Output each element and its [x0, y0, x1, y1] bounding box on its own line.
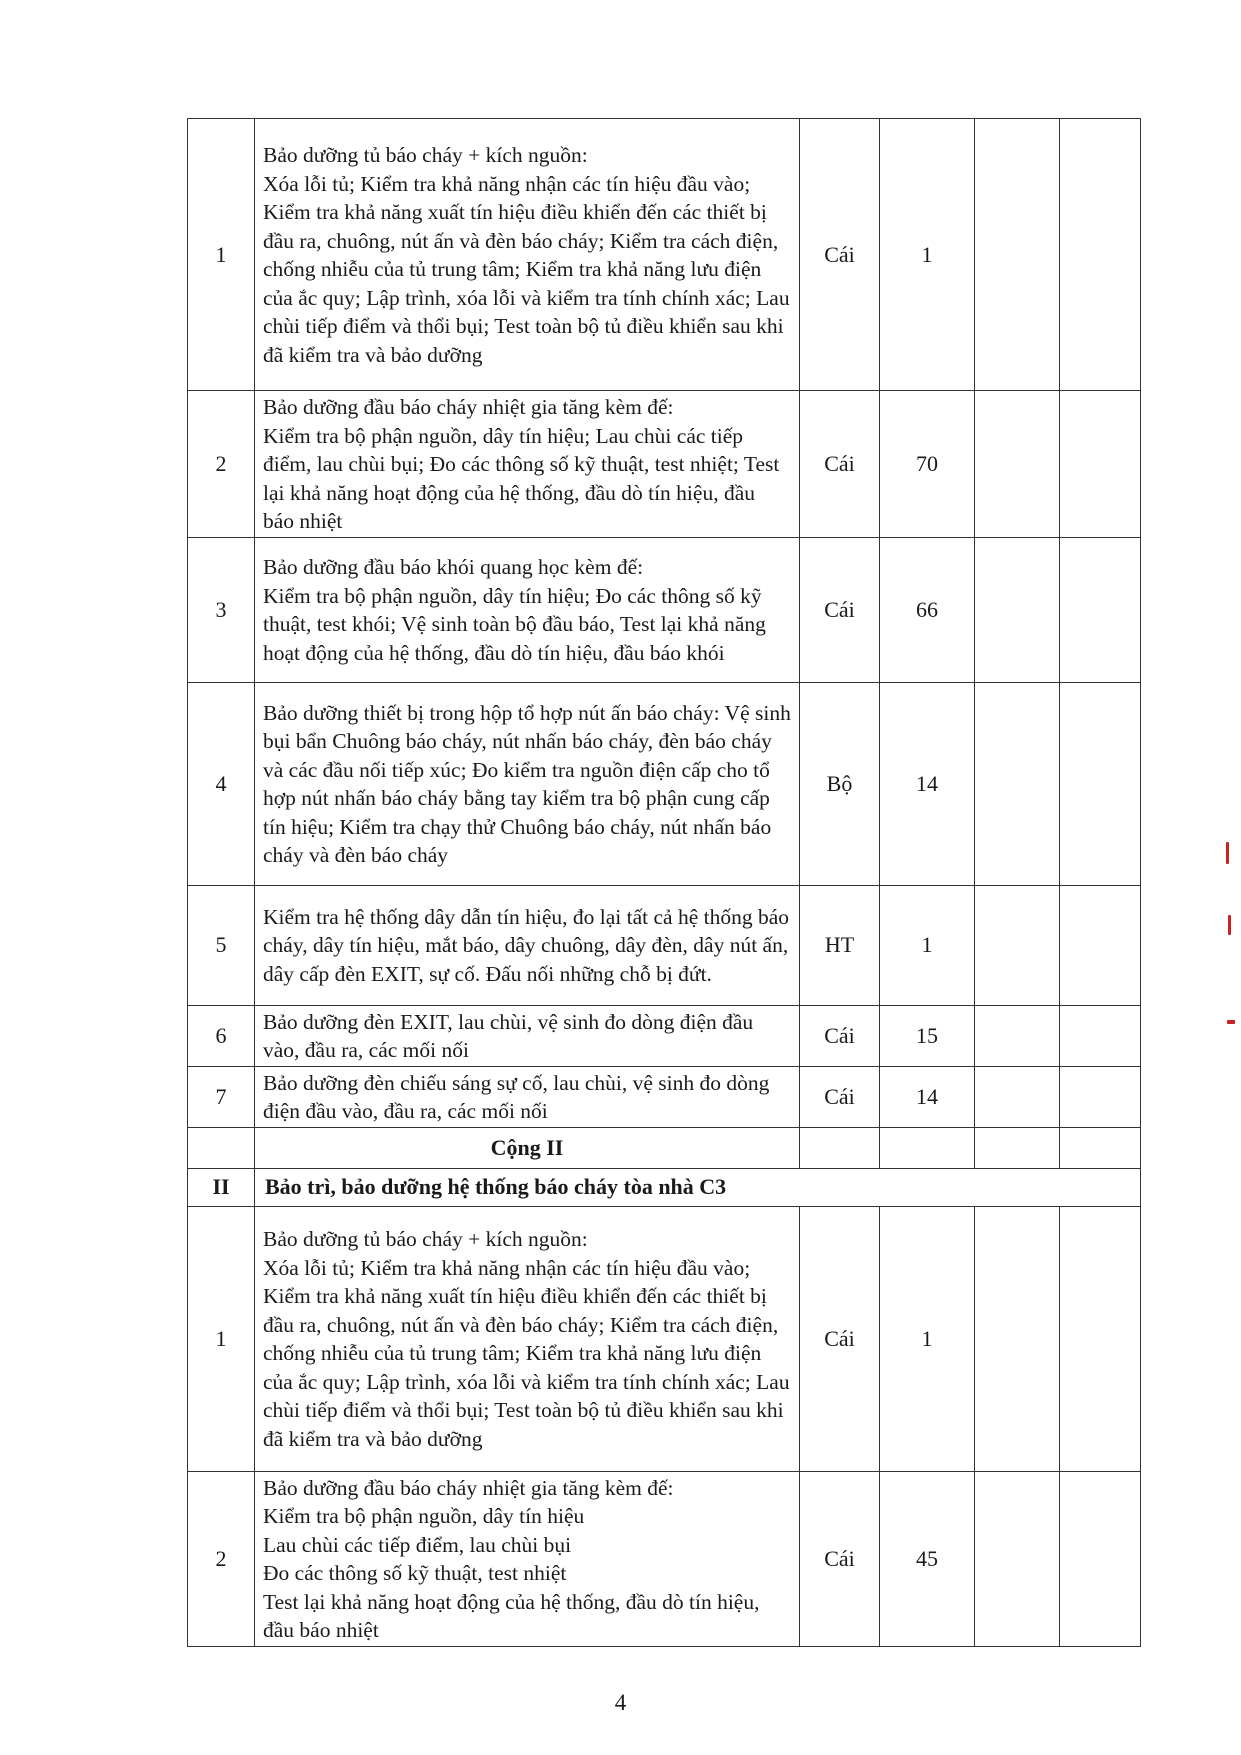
row-number: 1	[188, 1206, 255, 1471]
table-row	[188, 682, 1141, 885]
maintenance-table	[187, 118, 1141, 1647]
empty-cell	[1060, 391, 1141, 538]
empty-cell	[975, 1066, 1060, 1127]
empty-cell	[1060, 1206, 1141, 1471]
empty-cell	[800, 1127, 880, 1168]
row-unit: Cái	[800, 1066, 880, 1127]
row-quantity: 70	[880, 391, 975, 538]
empty-cell	[975, 1005, 1060, 1066]
row-number: 6	[188, 1005, 255, 1066]
table-row	[188, 1005, 1141, 1066]
row-description: Bảo dưỡng tủ báo cháy + kích nguồn: Xóa lỗi tủ; Kiểm tra khả năng nhận các tín hiệu đầu vào; Kiểm tra khả năng xuất tín hiệu điều khiển đến các thiết bị đầu ra, chuông, nút ấn và đèn báo cháy; Kiểm tra cách điện, chống nhiễu của tủ trung tâm; Kiểm tra khả năng lưu điện của ắc quy; Lập trình, xóa lỗi và kiểm tra tính chính xác; Lau chùi tiếp điểm và thổi bụi; Test toàn bộ tủ điều khiển sau khi đã kiểm tra và bảo dưỡng	[255, 119, 800, 391]
empty-cell	[975, 1127, 1060, 1168]
red-ink-mark	[1227, 1020, 1235, 1024]
red-ink-mark	[1228, 915, 1231, 935]
page-number: 4	[614, 1690, 627, 1715]
row-unit: Cái	[800, 391, 880, 538]
row-description: Bảo dưỡng đèn chiếu sáng sự cố, lau chùi, vệ sinh đo dòng điện đầu vào, đầu ra, các mối nối	[255, 1066, 800, 1127]
empty-cell	[1060, 119, 1141, 391]
empty-cell	[1060, 1127, 1141, 1168]
row-description: Bảo dưỡng đầu báo khói quang học kèm đế: Kiểm tra bộ phận nguồn, dây tín hiệu; Đo các thông số kỹ thuật, test khói; Vệ sinh toàn bộ đầu báo, Test lại khả năng hoạt động của hệ thống, đầu dò tín hiệu, đầu báo khói	[255, 537, 800, 682]
row-quantity: 45	[880, 1471, 975, 1646]
row-number: 2	[188, 1471, 255, 1646]
row-description: Kiểm tra hệ thống dây dẫn tín hiệu, đo lại tất cả hệ thống báo cháy, dây tín hiệu, mắt báo, dây chuông, dây đèn, dây nút ấn, dây cấp đèn EXIT, sự cố. Đấu nối những chỗ bị đứt.	[255, 885, 800, 1005]
row-description: Bảo dưỡng tủ báo cháy + kích nguồn: Xóa lỗi tủ; Kiểm tra khả năng nhận các tín hiệu đầu vào; Kiểm tra khả năng xuất tín hiệu điều khiển đến các thiết bị đầu ra, chuông, nút ấn và đèn báo cháy; Kiểm tra cách điện, chống nhiễu của tủ trung tâm; Kiểm tra khả năng lưu điện của ắc quy; Lập trình, xóa lỗi và kiểm tra tính chính xác; Lau chùi tiếp điểm và thổi bụi; Test toàn bộ tủ điều khiển sau khi đã kiểm tra và bảo dưỡng	[255, 1206, 800, 1471]
empty-cell	[975, 1206, 1060, 1471]
row-unit: Cái	[800, 537, 880, 682]
row-number: 3	[188, 537, 255, 682]
table-row	[188, 1206, 1141, 1471]
row-unit: Bộ	[800, 682, 880, 885]
row-description: Bảo dưỡng đầu báo cháy nhiệt gia tăng kèm đế: Kiểm tra bộ phận nguồn, dây tín hiệu Lau chùi các tiếp điểm, lau chùi bụi Đo các thông số kỹ thuật, test nhiệt Test lại khả năng hoạt động của hệ thống, đầu dò tín hiệu, đầu báo nhiệt	[255, 1471, 800, 1646]
row-description: Bảo dưỡng thiết bị trong hộp tổ hợp nút ấn báo cháy: Vệ sinh bụi bẩn Chuông báo cháy, nút nhấn báo cháy, đèn báo cháy và các đầu nối tiếp xúc; Đo kiểm tra nguồn điện cấp cho tổ hợp nút nhấn báo cháy bằng tay kiểm tra bộ phận cung cấp tín hiệu; Kiểm tra chạy thử Chuông báo cháy, nút nhấn báo cháy và đèn báo cháy	[255, 682, 800, 885]
empty-cell	[1060, 1005, 1141, 1066]
empty-cell	[188, 1127, 255, 1168]
row-unit: HT	[800, 885, 880, 1005]
table-row	[188, 391, 1141, 538]
empty-cell	[975, 682, 1060, 885]
section-number: II	[188, 1168, 255, 1206]
sum-row	[188, 1127, 1141, 1168]
table-row	[188, 885, 1141, 1005]
row-number: 7	[188, 1066, 255, 1127]
row-description: Bảo dưỡng đèn EXIT, lau chùi, vệ sinh đo dòng điện đầu vào, đầu ra, các mối nối	[255, 1005, 800, 1066]
row-quantity: 14	[880, 682, 975, 885]
row-unit: Cái	[800, 1005, 880, 1066]
red-ink-mark	[1226, 842, 1229, 864]
empty-cell	[975, 885, 1060, 1005]
empty-cell	[975, 391, 1060, 538]
row-description: Bảo dưỡng đầu báo cháy nhiệt gia tăng kèm đế: Kiểm tra bộ phận nguồn, dây tín hiệu; Lau chùi các tiếp điểm, lau chùi bụi; Đo các thông số kỹ thuật, test nhiệt; Test lại khả năng hoạt động của hệ thống, đầu dò tín hiệu, đầu báo nhiệt	[255, 391, 800, 538]
row-quantity: 66	[880, 537, 975, 682]
empty-cell	[1060, 1471, 1141, 1646]
row-quantity: 15	[880, 1005, 975, 1066]
table-row	[188, 1066, 1141, 1127]
empty-cell	[975, 1471, 1060, 1646]
row-unit: Cái	[800, 119, 880, 391]
table-body	[188, 119, 1141, 1647]
table-row	[188, 119, 1141, 391]
empty-cell	[975, 537, 1060, 682]
table-row	[188, 1471, 1141, 1646]
section-title: Bảo trì, bảo dưỡng hệ thống báo cháy tòa nhà C3	[255, 1168, 1141, 1206]
row-quantity: 14	[880, 1066, 975, 1127]
row-number: 4	[188, 682, 255, 885]
empty-cell	[975, 119, 1060, 391]
row-quantity: 1	[880, 119, 975, 391]
empty-cell	[1060, 885, 1141, 1005]
section-header-row	[188, 1168, 1141, 1206]
sum-label: Cộng II	[255, 1127, 800, 1168]
table-row	[188, 537, 1141, 682]
empty-cell	[1060, 1066, 1141, 1127]
row-number: 2	[188, 391, 255, 538]
row-quantity: 1	[880, 885, 975, 1005]
row-quantity: 1	[880, 1206, 975, 1471]
empty-cell	[1060, 537, 1141, 682]
row-unit: Cái	[800, 1206, 880, 1471]
row-number: 1	[188, 119, 255, 391]
row-number: 5	[188, 885, 255, 1005]
empty-cell	[880, 1127, 975, 1168]
row-unit: Cái	[800, 1471, 880, 1646]
empty-cell	[1060, 682, 1141, 885]
